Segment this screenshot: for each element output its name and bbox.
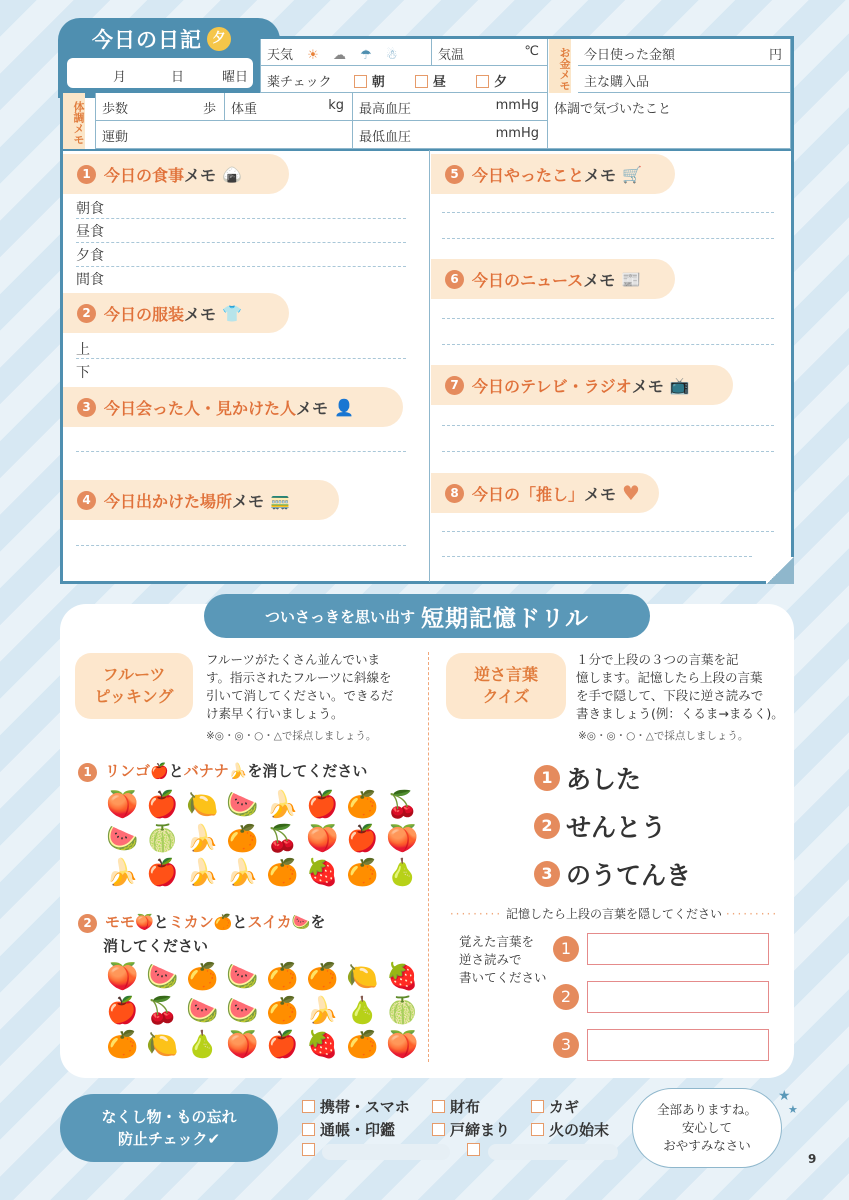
fruit-icon[interactable]: 🍓 [306, 858, 339, 888]
medicine-noon-label: 昼 [432, 75, 446, 90]
memo-line[interactable] [442, 318, 774, 319]
fruit-icon[interactable]: 🍑 [386, 1030, 419, 1060]
fruit-icon[interactable]: 🍐 [386, 858, 419, 888]
check-item-label: 火の始末 [549, 1121, 610, 1139]
fruit-icon[interactable]: 🍊 [266, 858, 299, 888]
fruit-icon[interactable]: 🍊 [106, 1030, 139, 1060]
fruit-grid-2 [106, 962, 418, 1060]
meal-lunch: 昼食 [76, 224, 104, 240]
fruit-icon[interactable]: 🍋 [186, 790, 219, 820]
drill-header-big: 短期記憶ドリル [421, 605, 589, 632]
check-title-line: 防止チェック✔ [117, 1130, 221, 1148]
memory-word-2 [534, 808, 666, 844]
answer-box-3[interactable] [587, 1029, 769, 1061]
fruit-icon[interactable]: 🍊 [346, 1030, 379, 1060]
hide-note-text: 記憶したら上段の言葉を隠してください [505, 907, 722, 921]
column-divider [429, 150, 430, 582]
fruit-icon[interactable]: 🍉 [226, 996, 259, 1026]
purchases-cell[interactable] [578, 66, 791, 93]
fruit-icon[interactable]: 🍋 [146, 1030, 179, 1060]
checkbox[interactable] [531, 1100, 544, 1113]
memo-line[interactable] [442, 212, 774, 213]
cart-icon: 🛒 [622, 164, 642, 184]
blank-write-field[interactable] [488, 1144, 618, 1160]
fruit-icon[interactable]: 🍎 [146, 790, 179, 820]
heart-icon: ♥ [622, 481, 640, 505]
medicine-morning-label: 朝 [371, 75, 385, 90]
medicine-evening-checkbox[interactable] [476, 75, 489, 88]
section-number: 2 [77, 304, 96, 323]
section-tv-radio [431, 365, 733, 405]
checkbox[interactable] [467, 1143, 480, 1156]
day-label: 日 [171, 70, 185, 85]
section-clothes [63, 293, 289, 333]
medicine-check-cell[interactable] [260, 66, 548, 93]
task-fruit-watermelon: スイカ [247, 913, 292, 931]
fruit-icon[interactable]: 🍌 [306, 996, 339, 1026]
peach-icon: 🍑 [135, 913, 154, 931]
fruit-icon[interactable]: 🍎 [266, 1030, 299, 1060]
answer-label-line: 書いてください [459, 970, 547, 985]
steps-cell[interactable] [95, 93, 225, 121]
fruit-icon[interactable]: 🍌 [226, 858, 259, 888]
clothes-top: 上 [76, 342, 90, 358]
section-title: 今日やったこと [472, 165, 585, 185]
word-instructions [576, 651, 786, 723]
task-instruction: を [310, 913, 326, 931]
bp-high-unit: mmHg [495, 98, 539, 113]
exercise-label: 運動 [102, 130, 129, 145]
answer-number: 3 [553, 1032, 579, 1058]
section-number: 8 [445, 484, 464, 503]
check-item-label: 携帯・スマホ [320, 1098, 410, 1116]
section-title: 今日の服装 [104, 304, 185, 324]
check-item-blank-2[interactable] [467, 1143, 485, 1156]
section-number: 3 [77, 398, 96, 417]
weather-label: 天気 [267, 48, 294, 63]
weight-cell[interactable] [225, 93, 353, 121]
money-spent-cell[interactable] [578, 39, 791, 66]
section-suffix: メモ [296, 398, 329, 418]
header-divider [63, 149, 791, 151]
fruit-icon[interactable]: 🍊 [346, 858, 379, 888]
title-badge: 夕 [207, 27, 231, 51]
check-item-lock[interactable] [432, 1119, 510, 1140]
message-line: 安心して [681, 1120, 732, 1135]
instruction-line: フルーツがたくさん並んでいま [206, 652, 381, 667]
temperature-cell[interactable] [432, 39, 548, 66]
section-title: 今日のニュース [472, 270, 584, 290]
fruit-icon[interactable]: 🍎 [346, 824, 379, 854]
forget-check-bubble [60, 1094, 278, 1162]
task-connector: と [153, 913, 169, 931]
memo-line[interactable] [76, 358, 406, 359]
bp-low-cell[interactable] [353, 121, 548, 149]
task-connector: と [232, 913, 248, 931]
word-scoring-note: ※◎・◎・○・△で採点しましょう。 [578, 730, 749, 742]
cloud-icon: ☁ [332, 48, 346, 63]
section-activities [431, 154, 675, 194]
memo-line[interactable] [76, 545, 406, 546]
memo-line[interactable] [442, 531, 774, 532]
check-item-label: 戸締まり [450, 1121, 511, 1139]
instruction-line: 引いて消してください。できるだ [206, 688, 394, 703]
fruit-icon[interactable]: 🍈 [146, 824, 179, 854]
weight-unit: kg [328, 98, 344, 113]
checkbox[interactable] [531, 1123, 544, 1136]
sun-icon: ☀ [307, 48, 319, 63]
orange-icon: 🍊 [213, 913, 233, 931]
check-item-blank-1[interactable] [302, 1143, 320, 1156]
fruit-icon[interactable]: 🍋 [346, 962, 379, 992]
answer-label [459, 933, 547, 987]
fruit-grid-1 [106, 790, 418, 888]
word-number: 1 [534, 765, 560, 791]
snowman-icon: ☃ [385, 48, 398, 63]
exercise-cell[interactable] [95, 121, 353, 149]
memo-line[interactable] [442, 556, 752, 557]
money-memo-label: お金メモ [549, 39, 571, 93]
task-fruit-mandarin: ミカン [168, 913, 214, 931]
answer-box-1[interactable] [587, 933, 769, 965]
medicine-label: 薬チェック [267, 75, 332, 90]
diary-title: 今日の日記 [92, 28, 202, 52]
answer-label-line: 覚えた言葉を [459, 934, 535, 949]
fruit-task-2 [78, 910, 325, 958]
fruit-icon[interactable]: 🍒 [266, 824, 299, 854]
word-text: のうてんき [566, 861, 692, 890]
word-text: あした [566, 765, 642, 794]
check-item-fire[interactable] [531, 1119, 609, 1140]
section-title: 今日の食事 [104, 165, 185, 185]
instruction-line: を手で隠して、下段に逆さ読みで [576, 688, 764, 703]
word-number: 2 [534, 813, 560, 839]
temperature-unit: ℃ [524, 44, 539, 59]
task-fruit-apple: リンゴ [105, 762, 151, 780]
memo-line[interactable] [442, 451, 774, 452]
checkbox[interactable] [432, 1123, 445, 1136]
fruit-instructions [206, 651, 416, 723]
check-item-label: 財布 [450, 1098, 481, 1116]
section-suffix: メモ [232, 491, 265, 511]
condition-cell[interactable] [548, 93, 791, 149]
onigiri-icon: 🍙 [222, 164, 242, 184]
fruit-icon[interactable]: 🍐 [186, 1030, 219, 1060]
memo-line[interactable] [76, 218, 406, 219]
memory-word-1 [534, 760, 641, 796]
task-number: 2 [78, 914, 97, 933]
section-meals [63, 154, 289, 194]
memo-line[interactable] [76, 451, 406, 452]
drill-header [204, 594, 650, 638]
fruit-icon[interactable]: 🍉 [186, 996, 219, 1026]
newspaper-icon: 📰 [621, 269, 642, 289]
check-item-phone[interactable] [302, 1096, 410, 1117]
message-line: 全部ありますね。 [656, 1102, 757, 1117]
bp-high-cell[interactable] [353, 93, 548, 121]
task-connector: と [168, 762, 184, 780]
check-item-bankbook[interactable] [302, 1119, 395, 1140]
apple-icon: 🍎 [150, 762, 169, 780]
purchases-label: 主な購入品 [584, 75, 650, 90]
instruction-line: 憶します。記憶したら上段の言葉 [576, 670, 763, 685]
fruit-icon[interactable]: 🍒 [386, 790, 419, 820]
fruit-icon[interactable]: 🍑 [306, 824, 339, 854]
fruit-icon[interactable]: 🍊 [226, 824, 259, 854]
fruit-icon[interactable]: 🍎 [146, 858, 179, 888]
weather-cell[interactable] [260, 39, 432, 66]
instruction-line: 書きましょう(例：くるま→まるく)。 [576, 706, 784, 721]
section-suffix: メモ [184, 304, 217, 324]
answer-label-line: 逆さ読みで [459, 952, 522, 967]
date-field[interactable] [67, 58, 253, 88]
fruit-icon[interactable]: 🍑 [106, 790, 139, 820]
section-title: 今日会った人・見かけた人 [104, 398, 297, 418]
fruit-icon[interactable]: 🍎 [306, 790, 339, 820]
fruit-scoring-note: ※◎・◎・○・△で採点しましょう。 [206, 730, 377, 742]
steps-label: 歩数 [102, 102, 129, 117]
fruit-icon[interactable]: 🍌 [186, 824, 219, 854]
word-number: 3 [534, 861, 560, 887]
star-icon: ★ [788, 1103, 798, 1116]
drill-header-small: ついさっきを思い出す [264, 607, 415, 626]
health-memo-label: 体調メモ [63, 93, 85, 149]
memo-line[interactable] [442, 344, 774, 345]
fruit-icon[interactable]: 🍊 [306, 962, 339, 992]
section-favorite [431, 473, 659, 513]
check-item-label: カギ [549, 1098, 580, 1116]
temperature-label: 気温 [438, 48, 465, 63]
check-item-wallet[interactable] [432, 1096, 480, 1117]
meal-breakfast: 朝食 [76, 201, 104, 217]
checkbox[interactable] [302, 1100, 315, 1113]
task-number: 1 [78, 763, 97, 782]
answer-number: 1 [553, 936, 579, 962]
fruit-icon[interactable]: 🍐 [346, 996, 379, 1026]
money-spent-label: 今日使った金額 [584, 48, 676, 63]
memo-line[interactable] [76, 242, 406, 243]
instruction-line: １分で上段の３つの言葉を記 [576, 652, 739, 667]
message-line: おやすみなさい [663, 1138, 751, 1153]
fruit-icon[interactable]: 🍓 [306, 1030, 339, 1060]
section-suffix: メモ [584, 165, 617, 185]
fruit-icon[interactable]: 🍎 [106, 996, 139, 1026]
tv-icon: 📺 [669, 375, 690, 395]
checkbox[interactable] [302, 1143, 315, 1156]
medicine-evening-label: 夕 [494, 75, 508, 90]
hide-instruction: ········· 記憶したら上段の言葉を隠してください ········· [449, 907, 779, 921]
meal-dinner: 夕食 [76, 248, 104, 264]
memory-word-3 [534, 856, 691, 892]
section-news [431, 259, 675, 299]
task-fruit-peach: モモ [105, 913, 136, 931]
fruit-picking-bubble: フルーツ ピッキング [75, 653, 193, 719]
bp-low-label: 最低血圧 [359, 130, 412, 145]
medicine-morning-checkbox[interactable] [354, 75, 367, 88]
fruit-task-1 [78, 760, 367, 782]
fruit-icon[interactable]: 🍑 [226, 1030, 259, 1060]
bp-high-label: 最高血圧 [359, 102, 412, 117]
fruit-icon[interactable]: 🍉 [226, 790, 259, 820]
medicine-noon-checkbox[interactable] [415, 75, 428, 88]
section-people [63, 387, 403, 427]
fruit-icon[interactable]: 🍊 [186, 962, 219, 992]
star-icon: ★ [778, 1088, 791, 1104]
fruit-icon[interactable]: 🍊 [346, 790, 379, 820]
answer-row-1 [553, 933, 769, 965]
section-title: 今日出かけた場所 [104, 491, 233, 511]
fruit-icon[interactable]: 🍑 [386, 824, 419, 854]
umbrella-icon: ☂ [360, 48, 372, 63]
fruit-icon[interactable]: 🍌 [266, 790, 299, 820]
blank-write-field[interactable] [322, 1144, 450, 1160]
memo-line[interactable] [442, 425, 774, 426]
answer-row-3 [553, 1029, 769, 1061]
fruit-icon[interactable]: 🍓 [386, 962, 419, 992]
condition-label: 体調で気づいたこと [554, 102, 672, 117]
weekday-label: 曜日 [222, 70, 249, 85]
bp-low-unit: mmHg [495, 126, 539, 141]
watermelon-icon: 🍉 [291, 913, 311, 931]
fruit-icon[interactable]: 🍊 [266, 962, 299, 992]
section-number: 7 [445, 376, 464, 395]
section-number: 4 [77, 491, 96, 510]
checkbox[interactable] [432, 1100, 445, 1113]
instruction-line: け素早く行いましょう。 [206, 706, 344, 721]
weight-label: 体重 [231, 102, 258, 117]
checkbox[interactable] [302, 1123, 315, 1136]
answer-row-2 [553, 981, 769, 1013]
fruit-icon[interactable]: 🍊 [266, 996, 299, 1026]
task-instruction: を消してください [247, 762, 368, 780]
section-places [63, 480, 339, 520]
answer-box-2[interactable] [587, 981, 769, 1013]
month-label: 月 [113, 70, 127, 85]
section-title: 今日の「推し」 [472, 484, 585, 504]
drill-divider [428, 652, 429, 1062]
page-number: 9 [808, 1152, 817, 1166]
fruit-icon[interactable]: 🍑 [106, 962, 139, 992]
goodnight-message [632, 1088, 782, 1168]
reverse-word-bubble: 逆さ言葉 クイズ [446, 653, 566, 719]
task-instruction-line2: 消してください [103, 937, 209, 955]
section-title: 今日のテレビ・ラジオ [472, 376, 632, 396]
memo-line[interactable] [76, 266, 406, 267]
section-suffix: メモ [584, 484, 617, 504]
meal-snack: 間食 [76, 272, 104, 288]
check-item-label: 通帳・印鑑 [320, 1121, 396, 1139]
banana-icon: 🍌 [228, 762, 248, 780]
section-number: 5 [445, 165, 464, 184]
section-number: 6 [445, 270, 464, 289]
person-icon: 👤 [334, 397, 354, 417]
shirt-icon: 👕 [222, 303, 242, 323]
memo-line[interactable] [442, 238, 774, 239]
steps-unit: 歩 [202, 102, 216, 117]
instruction-line: す。指示されたフルーツに斜線を [206, 670, 392, 685]
fruit-icon[interactable]: 🍌 [106, 858, 139, 888]
fruit-icon[interactable]: 🍌 [186, 858, 219, 888]
train-icon: 🚃 [270, 490, 290, 510]
answer-number: 2 [553, 984, 579, 1010]
fruit-icon[interactable]: 🍉 [226, 962, 259, 992]
task-fruit-banana: バナナ [183, 762, 229, 780]
section-suffix: メモ [583, 270, 616, 290]
check-item-keys[interactable] [531, 1096, 579, 1117]
section-number: 1 [77, 165, 96, 184]
word-text: せんとう [566, 813, 667, 842]
clothes-bottom: 下 [76, 365, 90, 381]
fruit-icon[interactable]: 🍉 [146, 962, 179, 992]
money-unit: 円 [768, 48, 782, 63]
fruit-icon[interactable]: 🍒 [146, 996, 179, 1026]
section-suffix: メモ [631, 376, 664, 396]
page-fold-corner [766, 557, 794, 584]
check-title-line: なくし物・もの忘れ [101, 1108, 237, 1126]
fruit-icon[interactable]: 🍉 [106, 824, 139, 854]
fruit-icon[interactable]: 🍈 [386, 996, 419, 1026]
section-suffix: メモ [184, 165, 217, 185]
